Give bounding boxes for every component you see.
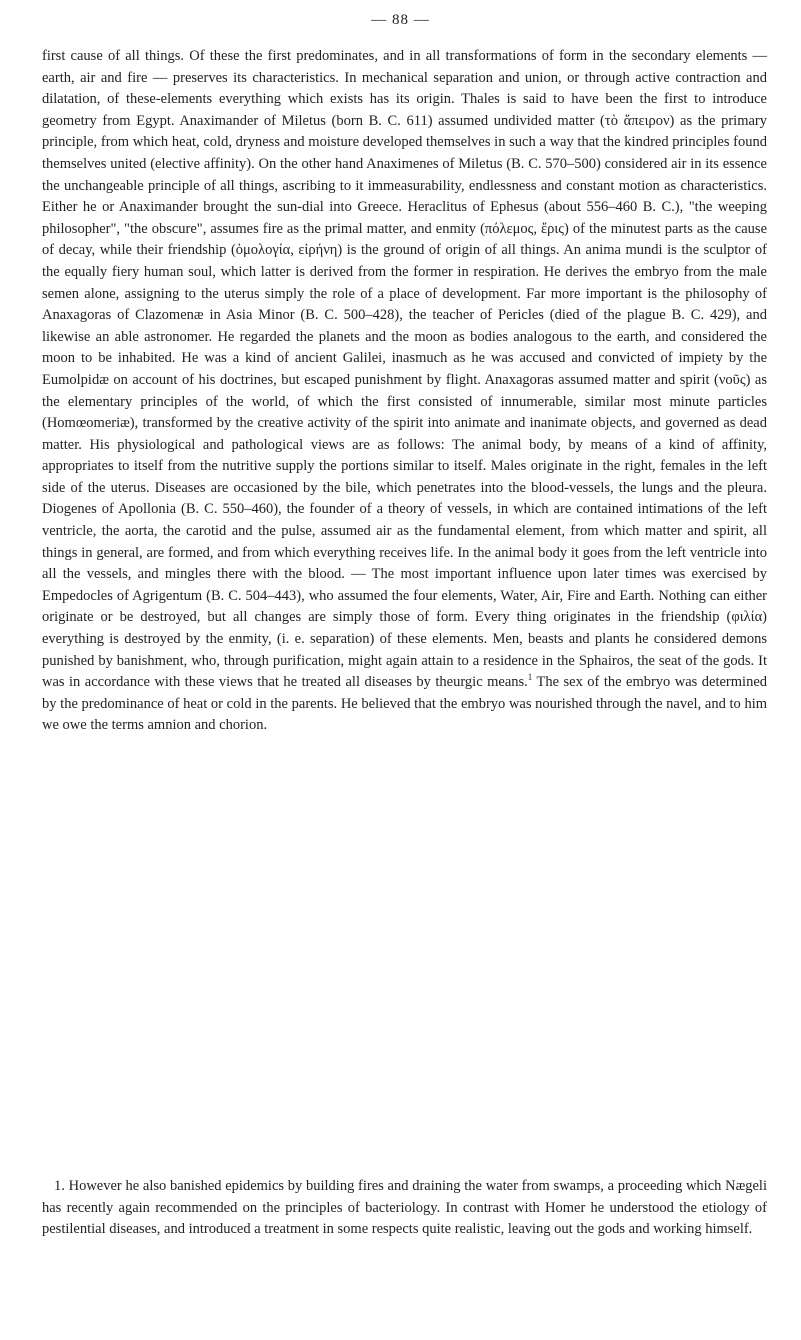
- paragraph-text-end: The sex of the embryo was determined by the predominance of heat or cold in the parents. He believed that the embryo was nourished through the navel, and to him we owe the terms amnion and chorion.: [42, 674, 768, 734]
- footnote-text: 1. However he also banished epidemics by building fires and draining the water from swamps, a proceeding which Nægeli has recently again recommended on the principles of bacteriology. In contrast with Homer he understood the etiology of pestilential diseases, and introduced a treatment in some respects quite realistic, leaving out the gods and working himself.: [42, 1178, 767, 1238]
- footnote: [42, 1176, 767, 1241]
- footnote-marker[interactable]: 1: [527, 672, 533, 683]
- paragraph-text: first cause of all things. Of these the first predominates, and in all transformations of form in the secondary elements — earth, air and fire — preserves its characteristics. In mechanical separation and union, or through active contraction and dilatation, of these-elements everything which exists has its origin. Thales is said to have been the first to introduce geometry from Egypt. Anaximander of Miletus (born B. C. 611) assumed undivided matter (τὸ ἄπειρον) as the primary principle, from which heat, cold, dryness and moisture developed themselves in such a way that the kindred principles found themselves united (elective affinity). On the other hand Anaximenes of Miletus (B. C. 570–500) considered air in its essence the unchangeable principle of all things, ascribing to it immeasurability, endlessness and constant motion as characteristics. Either he or Anaximander brought the sun-dial into Greece. Heraclitus of Ephesus (about 556–460 B. C.), "the weeping philosopher", "the obscure", assumes fire as the primal matter, and enmity (πόλεμος, ἔρις) of the minutest parts as the cause of decay, while their friendship (ὁμολογία, εἰρήνη) is the ground of origin of all things. An anima mundi is the sculptor of the equally fiery human soul, which latter is derived from the former in respiration. He derives the embryo from the male semen alone, assigning to the uterus simply the role of a place of development. Far more important is the philosophy of Anaxagoras of Clazomenæ in Asia Minor (B. C. 500–428), the teacher of Pericles (died of the plague B. C. 429), and likewise an able astronomer. He regarded the planets and the moon as bodies analogous to the earth, and considered the moon to be inhabited. He was a kind of ancient Galilei, inasmuch as he was accused and convicted of impiety by the Eumolpidæ on account of his doctrines, but escaped punishment by flight. Anaxagoras assumed matter and spirit (νοῦς) as the elementary principles of the world, of which the first consisted of innumerable, similar most minute particles (Homœomeriæ), transformed by the creative activity of the spirit into animate and inanimate objects, and governed as dead matter. His physiological and pathological views are as follows: The animal body, by means of a kind of affinity, appropriates to itself from the nutritive supply the portions similar to itself. Males originate in the right, females in the left side of the uterus. Diseases are occasioned by the bile, which penetrates into the blood-vessels, the lungs and the pleura. Diogenes of Apollonia (B. C. 550–460), the founder of a theory of vessels, in which are contained intimations of the left ventricle, the aorta, the carotid and the pulse, assumed air as the fundamental element, from which matter and spirit, all things in general, are formed, and from which everything receives life. In the animal body it goes from the left ventricle into all the vessels, and mingles there with the blood. — The most important influence upon later times was exercised by Empedocles of Agrigentum (B. C. 504–443), who assumed the four elements, Water, Air, Fire and Earth. Nothing can either originate or be destroyed, but all changes are simply those of form. Every thing originates in the friendship (φιλία) everything is destroyed by the enmity, (i. e. separation) of these elements. Men, beasts and plants he considered demons punished by banishment, who, through purification, might again attain to a residence in the Sphairos, the seat of the gods. It was in accordance with these views that he treated all diseases by theurgic means.: [42, 48, 767, 691]
- main-text: [42, 46, 767, 737]
- body-paragraph: [42, 46, 767, 737]
- page-number: — 88 —: [371, 12, 430, 28]
